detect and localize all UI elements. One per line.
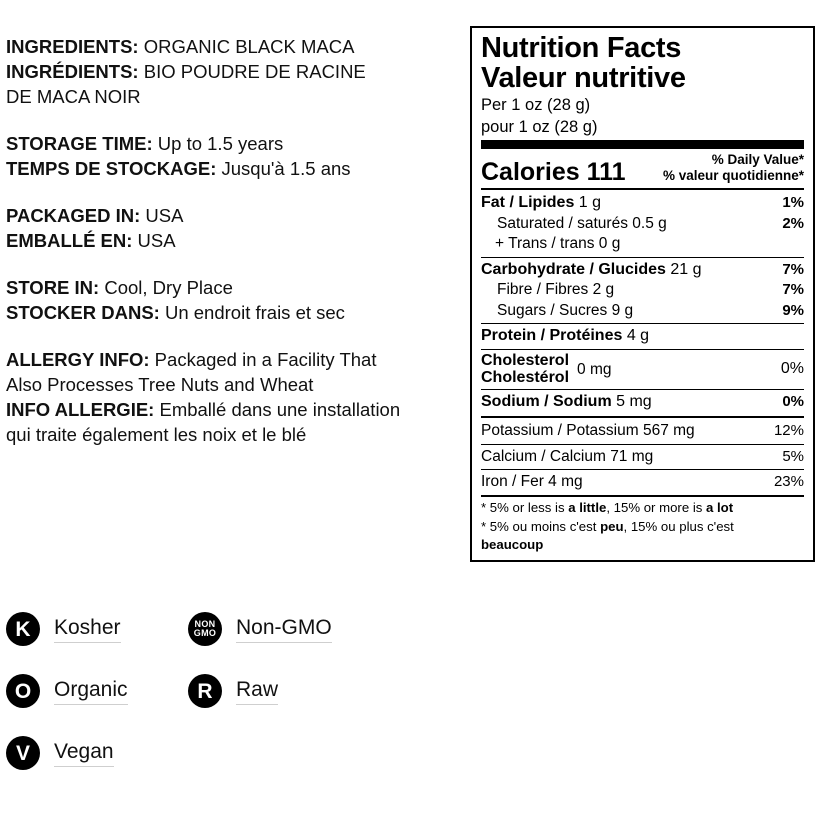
- info-value: Un endroit frais et sec: [159, 302, 345, 323]
- info-label: STORE IN:: [6, 277, 100, 298]
- divider-thin: [481, 349, 804, 350]
- cholesterol-en: Cholesterol: [481, 351, 570, 369]
- info-label: INGRÉDIENTS:: [6, 61, 139, 82]
- nutrient-row-sugars: [481, 301, 804, 321]
- info-value: Also Processes Tree Nuts and Wheat: [6, 374, 314, 395]
- nutrient-name: Fibre / Fibres 2 g: [497, 281, 615, 299]
- ingredients-block: [6, 34, 458, 109]
- badge-row: [6, 612, 458, 646]
- info-value: Emballé dans une installation: [154, 399, 401, 420]
- allergy-info-block: [6, 347, 458, 447]
- nutrient-dv: 0%: [782, 393, 804, 411]
- divider-thin: [481, 257, 804, 258]
- nutrient-row-carbohydrate: [481, 260, 804, 281]
- info-line: [6, 203, 458, 228]
- kosher-k-icon: K: [6, 612, 40, 646]
- non-gmo-line1: NON: [194, 619, 216, 629]
- info-label: TEMPS DE STOCKAGE:: [6, 158, 217, 179]
- info-line: [6, 300, 458, 325]
- footnote-fr-a: * 5% ou moins c'est: [481, 518, 601, 534]
- nutrient-row-fat: [481, 193, 804, 214]
- footnote-en-c: , 15% or more is: [606, 500, 707, 516]
- info-label: ALLERGY INFO:: [6, 349, 150, 370]
- divider-thick: [481, 140, 804, 149]
- badge-label: Kosher: [54, 616, 121, 643]
- nutrient-row-sodium: [481, 392, 804, 413]
- calories-label: Calories 111: [481, 157, 626, 186]
- nutrient-name: + Trans / trans 0 g: [495, 235, 621, 253]
- nutrient-name: [481, 353, 569, 387]
- nutrient-name: Saturated / saturés 0.5 g: [497, 215, 667, 232]
- nutrient-name-bold: Protein / Protéines: [481, 327, 623, 344]
- badge-kosher: [6, 612, 188, 646]
- info-line: [6, 228, 458, 253]
- nutrient-dv: 7%: [782, 281, 804, 299]
- serving-size-en: Per 1 oz (28 g): [481, 96, 591, 115]
- organic-o-icon: O: [6, 674, 40, 708]
- nutrient-dv: 12%: [773, 422, 804, 440]
- info-line: [6, 422, 458, 447]
- divider-medium: [481, 495, 804, 497]
- nutrient-row-potassium: [481, 421, 804, 441]
- cholesterol-amount: 0 mg: [577, 360, 612, 378]
- footnote-en-d: a lot: [706, 500, 734, 516]
- nutrient-row-iron: [481, 472, 804, 492]
- badge-raw: [188, 674, 370, 708]
- badge-row: [6, 674, 458, 708]
- badge-organic: [6, 674, 188, 708]
- nutrient-dv: 0%: [780, 360, 804, 378]
- nutrient-row-calcium: [481, 447, 804, 467]
- nutrient-amount: 1 g: [574, 194, 602, 212]
- divider-thin: [481, 469, 804, 470]
- info-value: Packaged in a Facility That: [149, 349, 377, 370]
- footnote-fr-d: beaucoup: [481, 537, 544, 553]
- non-gmo-icon: [188, 612, 222, 646]
- badge-label: Organic: [54, 678, 128, 705]
- info-line: [6, 84, 458, 109]
- non-gmo-line2: GMO: [193, 628, 217, 638]
- nutrient-dv: 2%: [782, 215, 804, 232]
- nutrient-name: Potassium / Potassium 567 mg: [481, 422, 695, 440]
- packaged-in-block: [6, 203, 458, 253]
- info-value: qui traite également les noix et le blé: [6, 424, 307, 445]
- info-label: PACKAGED IN:: [6, 205, 141, 226]
- nutrient-name: [481, 327, 649, 346]
- info-line: [6, 59, 458, 84]
- info-label: EMBALLÉ EN:: [6, 230, 133, 251]
- nutrient-dv: 9%: [782, 301, 804, 319]
- footnote-fr-b: peu: [600, 518, 624, 534]
- footnote-en-a: * 5% or less is: [481, 500, 569, 516]
- daily-value-header-fr: % valeur quotidienne*: [662, 167, 804, 183]
- vegan-v-icon: V: [6, 736, 40, 770]
- daily-value-header: [663, 152, 804, 185]
- nutrient-row-trans: [481, 234, 804, 254]
- info-value: DE MACA NOIR: [6, 86, 141, 107]
- nutrient-name-bold: Carbohydrate / Glucides: [481, 260, 666, 278]
- divider-medium: [481, 416, 804, 418]
- nutrition-title-en: Nutrition Facts: [481, 32, 682, 64]
- nutrient-row-fibre: [481, 280, 804, 300]
- nutrient-name: [481, 393, 652, 412]
- storage-time-block: [6, 131, 458, 181]
- info-value: Cool, Dry Place: [99, 277, 233, 298]
- footnote-fr-c: , 15% ou plus c'est: [623, 518, 734, 534]
- divider-medium: [481, 188, 804, 190]
- divider-thin: [481, 444, 804, 445]
- nutrient-dv: 1%: [782, 194, 804, 212]
- raw-r-icon: R: [188, 674, 222, 708]
- nutrient-row-saturated: [481, 214, 804, 234]
- nutrient-row-cholesterol: [481, 352, 804, 388]
- nutrient-amount: 21 g: [665, 260, 702, 278]
- nutrient-dv: 23%: [773, 472, 804, 490]
- info-line: [6, 397, 458, 422]
- badge-label: Non-GMO: [236, 616, 332, 643]
- nutrition-title-fr: Valeur nutritive: [481, 61, 686, 94]
- nutrient-name: Sugars / Sucres 9 g: [497, 301, 634, 319]
- badge-row: [6, 736, 458, 770]
- info-label: INFO ALLERGIE:: [6, 399, 155, 420]
- daily-value-header-en: % Daily Value*: [711, 152, 804, 168]
- info-value: Up to 1.5 years: [152, 133, 284, 154]
- divider-thin: [481, 323, 804, 324]
- nutrient-name-bold: Sodium / Sodium: [481, 393, 612, 411]
- footnote-fr-cont: [481, 537, 804, 554]
- info-line: [6, 34, 458, 59]
- info-label: STOCKER DANS:: [6, 302, 160, 323]
- nutrient-amount: 5 mg: [611, 393, 652, 411]
- nutrient-name: [481, 261, 702, 280]
- badge-label: Vegan: [54, 740, 114, 767]
- info-line: [6, 372, 458, 397]
- product-info-column: [6, 34, 458, 469]
- info-value: USA: [140, 205, 184, 226]
- badge-vegan: [6, 736, 188, 770]
- info-line: [6, 131, 458, 156]
- badge-non-gmo: [188, 612, 370, 646]
- footnote-en: [481, 500, 804, 517]
- nutrition-facts-panel: [470, 26, 815, 562]
- serving-size-fr: pour 1 oz (28 g): [481, 117, 598, 136]
- cholesterol-fr: Cholestérol: [481, 368, 570, 386]
- info-value: Jusqu'à 1.5 ans: [216, 158, 351, 179]
- nutrient-amount: 4 g: [622, 327, 650, 344]
- nutrient-name: Calcium / Calcium 71 mg: [481, 447, 654, 465]
- footnote-fr: [481, 519, 804, 536]
- nutrient-name: [481, 194, 601, 213]
- divider-thin: [481, 389, 804, 390]
- info-line: [6, 347, 458, 372]
- nutrient-dv: 7%: [782, 260, 804, 278]
- badge-label: Raw: [236, 678, 278, 705]
- nutrient-dv: 5%: [782, 447, 804, 465]
- info-label: STORAGE TIME:: [6, 133, 153, 154]
- info-line: [6, 275, 458, 300]
- footnote-en-b: a little: [568, 500, 607, 516]
- store-in-block: [6, 275, 458, 325]
- nutrient-name: Iron / Fer 4 mg: [481, 472, 583, 490]
- info-value: USA: [132, 230, 176, 251]
- info-label: INGREDIENTS:: [6, 36, 139, 57]
- info-value: ORGANIC BLACK MACA: [138, 36, 355, 57]
- info-value: BIO POUDRE DE RACINE: [138, 61, 366, 82]
- certification-badges: [6, 612, 458, 798]
- info-line: [6, 156, 458, 181]
- nutrient-row-protein: [481, 326, 804, 347]
- calories-row: [481, 152, 804, 185]
- nutrient-name-bold: Fat / Lipides: [481, 194, 575, 212]
